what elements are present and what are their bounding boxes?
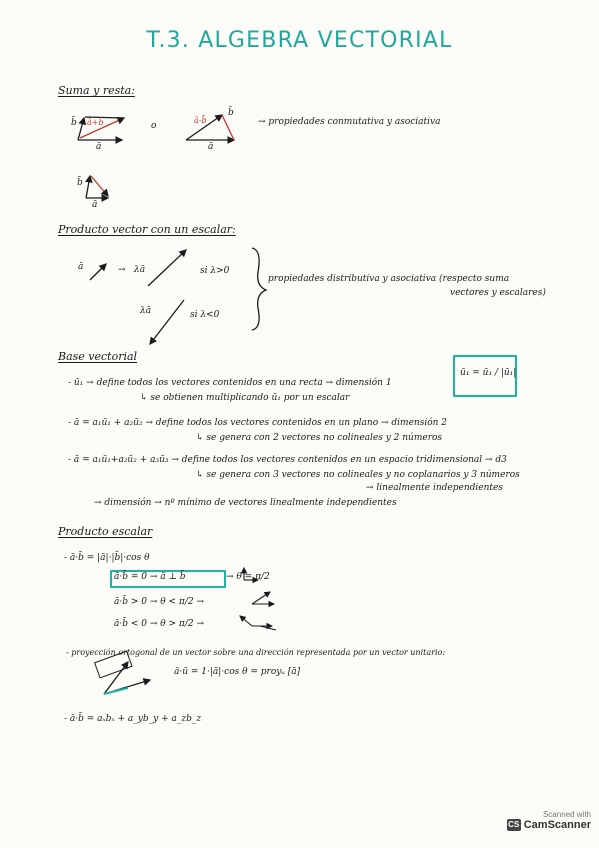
producto-proj-eq: ā·ū = 1·|ā|·cos θ = proyᵤ [ā] [174, 667, 301, 677]
base-line-3b: ↳ se genera con 3 vectores no colineales y no coplanarios y 3 números [196, 470, 520, 480]
cond-pos: si λ>0 [200, 266, 230, 276]
producto-c1: ā·b̄ = 0 → ā ⊥ b̄ [114, 572, 186, 582]
label-b: b̄ [71, 118, 77, 128]
base-line-2: - ā = a₁ū₁ + a₂ū₂ → define todos los vectores contenidos en un plano → dimensión 2 [68, 418, 447, 428]
cond-neg: si λ<0 [190, 310, 220, 320]
base-line-1b: ↳ se obtienen multiplicando ū₁ por un escalar [140, 393, 350, 403]
label-la: λā [134, 265, 146, 275]
section-producto-escalar: Producto escalar [58, 525, 153, 538]
escalar-props-1: propiedades distributiva y asociativa (respecto suma [268, 274, 510, 284]
label-a2: ā [208, 142, 214, 152]
producto-c3: ā·b̄ < 0 → θ > π/2 → [114, 619, 204, 629]
unit-vector-formula: ū₁ = ū₁ / |ū₁| [460, 368, 517, 378]
producto-proj: - proyección ortogonal de un vector sobre una dirección representada por un vector unitario: [66, 648, 446, 657]
camscanner-logo-icon: CS [508, 820, 520, 830]
badge-top: Scanned with [542, 810, 591, 819]
section-producto-escalar-vector: Producto vector con un escalar: [58, 223, 236, 236]
label-la2: λā [140, 306, 152, 316]
section-base: Base vectorial [58, 350, 138, 363]
base-line-3: - ā = a₁ū₁+a₂ū₂ + a₃ū₃ → define todos los vectores contenidos en un espacio tridimensional → d3 [68, 455, 507, 465]
label-a-escalar: ā [78, 262, 84, 272]
page-title: T.3. ALGEBRA VECTORIAL [146, 28, 453, 53]
brace [252, 248, 266, 330]
producto-c2: ā·b̄ > 0 → θ < π/2 → [114, 597, 204, 607]
base-line-3c: → linealmente independientes [366, 483, 503, 493]
arrow-escalar: → [118, 265, 126, 275]
producto-c1-right: → θ = π/2 [226, 572, 270, 582]
label-a: ā [96, 142, 102, 152]
suma-props: → propiedades conmutativa y asociativa [258, 117, 441, 127]
base-line-4: → dimensión → nº mínimo de vectores linealmente independientes [94, 498, 397, 508]
label-sum: ā+b̄ [87, 118, 104, 127]
base-line-2b: ↳ se genera con 2 vectores no colineales y 2 números [196, 433, 443, 443]
resta-triangle [86, 176, 108, 198]
label-b2: b̄ [228, 108, 234, 118]
producto-def: - ā·b̄ = |ā|·|b̄|·cos θ [64, 553, 150, 563]
label-b3: b̄ [77, 178, 83, 188]
label-minus: ā-b̄ [194, 116, 207, 125]
proyeccion-diagram [95, 651, 150, 694]
circle-op: o [151, 121, 157, 131]
label-a3: ā [92, 200, 98, 210]
producto-comp: - ā·b̄ = aₓbₓ + a_yb_y + a_zb_z [64, 714, 202, 724]
escalar-props-2: vectores y escalares) [450, 288, 546, 298]
badge-brand [495, 819, 591, 831]
section-suma-resta: Suma y resta: [58, 84, 135, 97]
camscanner-badge [495, 810, 591, 840]
badge-brand-label: CamScanner [523, 819, 591, 831]
base-line-1: - ū₁ → define todos los vectores contenidos en una recta → dimensión 1 [68, 378, 392, 388]
